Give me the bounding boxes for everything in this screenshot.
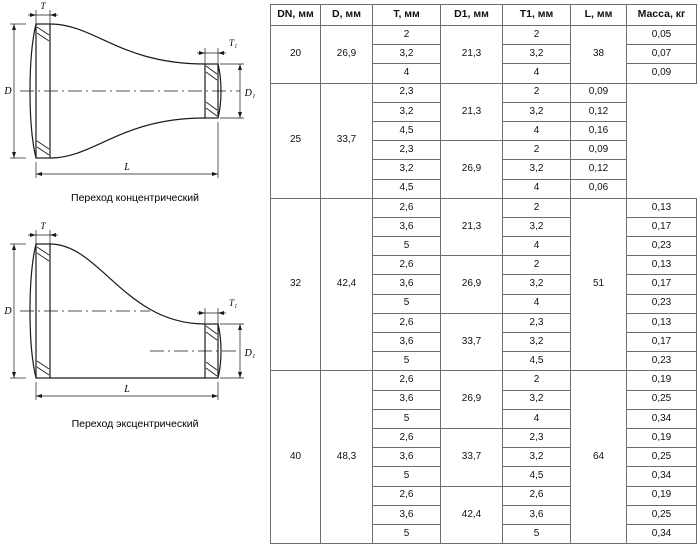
cell-t: 4,5 [373,121,441,140]
cell-mass: 0,34 [627,409,697,428]
figure-concentric-reducer [0,2,270,222]
header-t: T, мм [373,5,441,26]
cell-mass: 0,25 [627,390,697,409]
cell-mass: 0,19 [627,428,697,447]
eccentric-reducer-drawing [0,222,270,418]
cell-t: 5 [373,352,441,371]
cell-dn: 25 [271,83,321,198]
cell-t: 2 [373,26,441,45]
cell-mass: 0,17 [627,217,697,236]
cell-t1: 2 [503,26,571,45]
cell-dn: 20 [271,26,321,84]
label-L: L [124,162,130,173]
header-l: L, мм [571,5,627,26]
header-mass: Масса, кг [627,5,697,26]
figure-eccentric-reducer [0,222,270,448]
label-T: T [40,222,46,231]
table-row [271,83,697,102]
cell-t: 3,6 [373,217,441,236]
figure-caption-concentric: Переход концентрический [71,192,199,204]
cell-t: 3,6 [373,333,441,352]
cell-d1: 33,7 [441,313,503,371]
label-D1: D₁ [244,348,256,359]
cell-d1: 21,3 [441,26,503,84]
cell-t: 3,6 [373,505,441,524]
cell-mass: 0,23 [627,237,697,256]
cell-mass: 0,19 [627,371,697,390]
table-header-row [271,5,697,26]
cell-t1: 4 [503,179,571,198]
cell-t1: 4 [503,64,571,83]
cell-d: 48,3 [321,371,373,544]
cell-t1: 4 [503,294,571,313]
cell-mass: 0,34 [627,524,697,543]
cell-t: 2,6 [373,313,441,332]
cell-t1: 2,3 [503,428,571,447]
cell-t: 3,2 [373,45,441,64]
cell-t: 4 [373,64,441,83]
concentric-reducer-drawing [0,2,270,192]
cell-t1: 3,2 [503,448,571,467]
cell-mass: 0,12 [571,160,627,179]
cell-t1: 3,2 [503,217,571,236]
cell-d1: 26,9 [441,141,503,199]
cell-t: 4,5 [373,179,441,198]
cell-t1: 3,2 [503,390,571,409]
cell-mass: 0,09 [571,83,627,102]
table-row [271,26,697,45]
drawings-panel [0,0,270,450]
cell-l: 38 [571,26,627,84]
cell-t1: 4 [503,121,571,140]
table-row [271,198,697,217]
cell-t1: 2 [503,371,571,390]
cell-t: 3,6 [373,448,441,467]
cell-mass: 0,16 [571,121,627,140]
cell-mass: 0,13 [627,198,697,217]
label-L: L [124,384,130,395]
cell-t1: 5 [503,524,571,543]
cell-t1: 2 [503,198,571,217]
cell-mass: 0,12 [571,102,627,121]
cell-t1: 3,2 [503,275,571,294]
cell-d1: 26,9 [441,371,503,429]
cell-mass: 0,23 [627,294,697,313]
cell-t1: 3,2 [503,102,571,121]
cell-t1: 2,6 [503,486,571,505]
cell-t1: 2 [503,141,571,160]
cell-t1: 3,2 [503,160,571,179]
header-d: D, мм [321,5,373,26]
cell-dn: 32 [271,198,321,371]
cell-t1: 2 [503,83,571,102]
label-T: T [40,2,46,11]
cell-d1: 21,3 [441,198,503,256]
cell-t: 2,6 [373,256,441,275]
cell-mass: 0,09 [627,64,697,83]
cell-mass: 0,07 [627,45,697,64]
cell-t1: 3,2 [503,333,571,352]
cell-t: 2,6 [373,428,441,447]
cell-d: 26,9 [321,26,373,84]
label-T1: T₁ [229,298,238,308]
header-dn: DN, мм [271,5,321,26]
cell-d: 42,4 [321,198,373,371]
cell-t: 5 [373,237,441,256]
cell-mass: 0,25 [627,448,697,467]
label-D: D [4,306,12,317]
cell-t: 2,3 [373,141,441,160]
cell-t1: 4,5 [503,352,571,371]
spec-table-container [270,4,696,539]
cell-mass: 0,13 [627,256,697,275]
label-T1: T₁ [229,38,238,48]
cell-t: 3,6 [373,390,441,409]
cell-d: 33,7 [321,83,373,198]
cell-t: 3,2 [373,102,441,121]
figure-caption-eccentric: Переход эксцентрический [71,418,199,430]
cell-d1: 33,7 [441,428,503,486]
cell-t: 5 [373,409,441,428]
cell-d1: 26,9 [441,256,503,314]
cell-mass: 0,13 [627,313,697,332]
cell-t: 2,3 [373,83,441,102]
cell-t: 3,2 [373,160,441,179]
cell-d1: 42,4 [441,486,503,544]
header-d1: D1, мм [441,5,503,26]
cell-t1: 2 [503,256,571,275]
cell-t: 5 [373,467,441,486]
label-D1: D₁ [244,88,256,99]
table-row [271,371,697,390]
cell-d1: 21,3 [441,83,503,141]
cell-mass: 0,17 [627,275,697,294]
cell-mass: 0,25 [627,505,697,524]
cell-t: 2,6 [373,486,441,505]
cell-l: 51 [571,198,627,371]
cell-mass: 0,05 [627,26,697,45]
header-t1: T1, мм [503,5,571,26]
cell-t1: 4,5 [503,467,571,486]
cell-t1: 3,2 [503,45,571,64]
label-D: D [4,86,12,97]
cell-t1: 2,3 [503,313,571,332]
cell-t: 5 [373,524,441,543]
cell-mass: 0,06 [571,179,627,198]
cell-t: 2,6 [373,198,441,217]
cell-mass: 0,09 [571,141,627,160]
cell-mass: 0,17 [627,333,697,352]
cell-dn: 40 [271,371,321,544]
cell-mass: 0,23 [627,352,697,371]
cell-t1: 3,6 [503,505,571,524]
cell-t: 3,6 [373,275,441,294]
cell-l: 64 [571,371,627,544]
cell-mass: 0,19 [627,486,697,505]
cell-mass: 0,34 [627,467,697,486]
spec-table [270,4,697,544]
cell-t: 2,6 [373,371,441,390]
cell-t: 5 [373,294,441,313]
cell-t1: 4 [503,409,571,428]
cell-t1: 4 [503,237,571,256]
table-body [271,26,697,544]
